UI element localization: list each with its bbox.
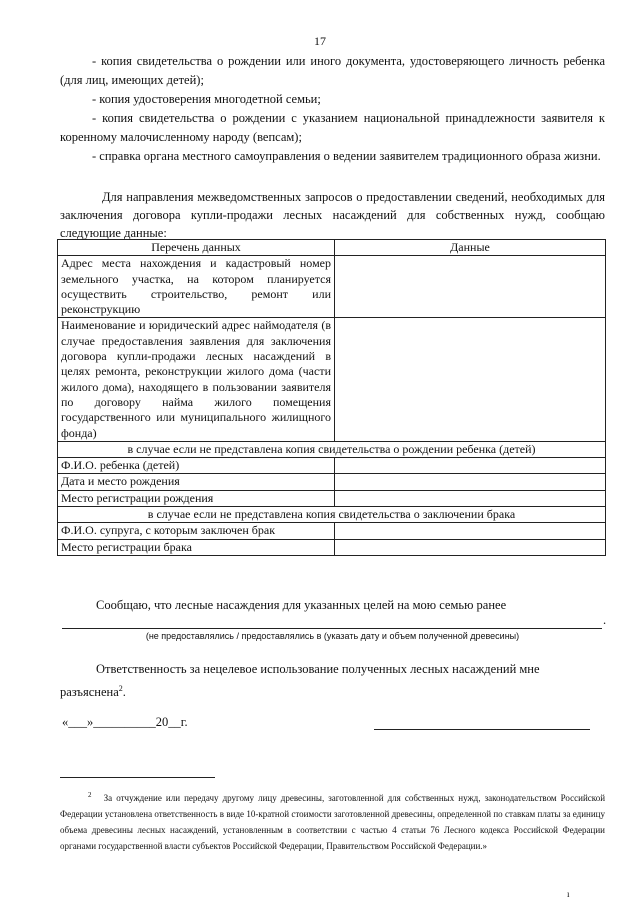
list-item: - справка органа местного самоуправления о ведении заявителем традиционного образа жизни. (92, 149, 601, 163)
footnote-divider (60, 777, 215, 778)
table-row (58, 458, 606, 474)
footnote-text: За отчуждение или передачу другому лицу древесины, заготовленной для собственных нужд, законодательством Российской Федерации установлена ответственность в виде 10-кратной стоимости заготовленной древесины, определенной по ставкам платы за единицу объема древесины лесных насаждений, установленным в соответствии с частью 4 статьи 76 Лесного кодекса Российской Федерации органами государственной власти субъектов Российской Федерации, Правительством Российской Федерации.» (60, 793, 606, 851)
row-label: Ф.И.О. супруга, с которым заключен брак (58, 523, 335, 539)
table-header-row (58, 240, 606, 256)
field-hint: (не предоставлялись / предоставлялись в (указать дату и объем полученной древесины) (145, 631, 520, 641)
list-item: - копия удостоверения многодетной семьи; (92, 92, 321, 106)
footnote (60, 787, 605, 854)
data-cell[interactable] (335, 490, 606, 506)
column-header: Данные (335, 240, 606, 256)
row-label: Место регистрации рождения (58, 490, 335, 506)
column-header: Перечень данных (58, 240, 335, 256)
date-field[interactable]: «___»__________20__г. (62, 715, 188, 729)
section-heading: в случае если не представлена копия свидетельства о рождении ребенка (детей) (58, 441, 606, 457)
previous-supply-statement: Сообщаю, что лесные насаждения для указанных целей на мою семью ранее (96, 598, 507, 612)
page-number: 17 (314, 34, 326, 48)
data-cell[interactable] (335, 256, 606, 318)
responsibility-text: Ответственность за нецелевое использование полученных лесных насаждений мне разъяснена (60, 662, 540, 700)
table-row (58, 539, 606, 555)
data-table (57, 239, 606, 556)
document-list (60, 52, 605, 166)
statement-end-mark: . (603, 613, 607, 627)
list-item: - копия свидетельства о рождении с указанием национальной принадлежности заявителя к коренному малочисленному народу (вепсам); (60, 111, 605, 144)
table-row (58, 490, 606, 506)
row-label: Дата и место рождения (58, 474, 335, 490)
section-row (58, 441, 606, 457)
row-label: Ф.И.О. ребенка (детей) (58, 458, 335, 474)
list-item: - копия свидетельства о рождении или иного документа, удостоверяющего личность ребенка (для лиц, имеющих детей); (60, 54, 605, 87)
row-label: Адрес места нахождения и кадастровый номер земельного участка, на котором планируется осуществить строительство, ремонт или реконструкцию (58, 256, 335, 318)
section-heading: в случае если не представлена копия свидетельства о заключении брака (58, 507, 606, 523)
previous-supply-field[interactable] (62, 628, 602, 629)
intro-paragraph: Для направления межведомственных запросов о предоставлении сведений, необходимых для заключения договора купли-продажи лесных насаждений для собственных нужд, сообщаю следующие данные: (60, 190, 605, 240)
table-row (58, 318, 606, 441)
footnote-number: 2 (88, 791, 92, 799)
table-row (58, 256, 606, 318)
signature-line[interactable] (374, 729, 590, 730)
section-row (58, 507, 606, 523)
row-label: Место регистрации брака (58, 539, 335, 555)
data-cell[interactable] (335, 523, 606, 539)
responsibility-statement (60, 660, 605, 702)
table-row (58, 474, 606, 490)
table-row (58, 523, 606, 539)
row-label: Наименование и юридический адрес наймодателя (в случае предоставления заявления для заключения договора купли-продажи лесных насаждений в целях ремонта, реконструкции жилого дома (части жилого дома), находящего в пользовании заявителя по договору найма жилого помещения государственного или муниципального жилищного фонда) (58, 318, 335, 441)
data-cell[interactable] (335, 474, 606, 490)
responsibility-end-mark: . (122, 685, 126, 700)
data-cell[interactable] (335, 318, 606, 441)
data-cell[interactable] (335, 539, 606, 555)
corner-mark: ı (567, 889, 570, 899)
footnote-ref: 2 (118, 684, 123, 693)
data-cell[interactable] (335, 458, 606, 474)
